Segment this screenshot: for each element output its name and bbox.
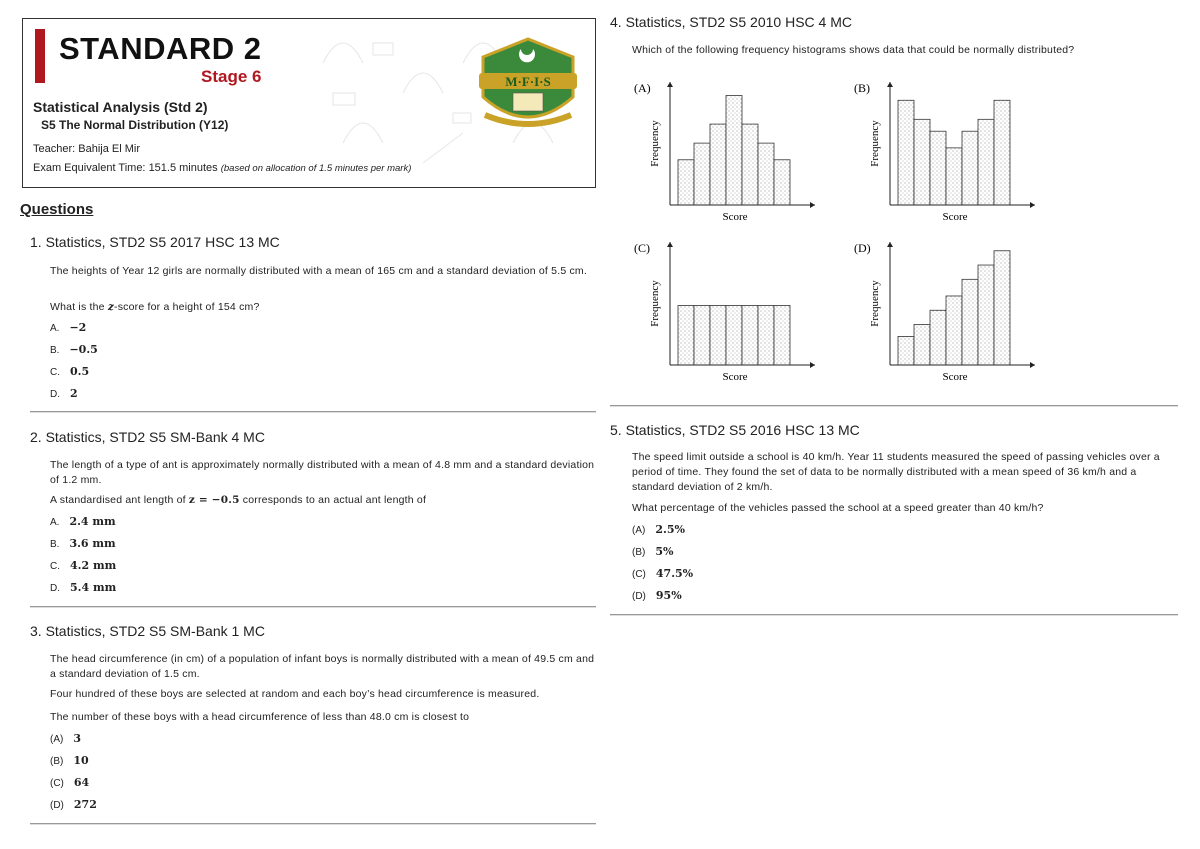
divider — [610, 405, 1178, 407]
q5-title: 5. Statistics, STD2 S5 2016 HSC 13 MC — [610, 422, 860, 438]
option-value: 95% — [655, 589, 682, 602]
exam-time-line — [33, 162, 411, 174]
option-label: C. — [50, 367, 60, 378]
exam-time-value: 151.5 minutes — [148, 162, 218, 174]
q1-option-a[interactable] — [50, 321, 86, 334]
histogram-grid — [620, 70, 1050, 390]
option-label: (A) — [50, 734, 64, 745]
q3-option-a[interactable] — [50, 732, 81, 745]
histogram-bar — [678, 160, 694, 205]
option-label: (C) — [632, 569, 646, 580]
q3-text: The head circumference (in cm) of a population of infant boys is normally distributed with a mean of 49.5 cm and a standard deviation of 1.5 cm. — [50, 653, 595, 680]
histogram-bar — [994, 251, 1010, 365]
q5-question: What percentage of the vehicles passed the school at a speed greater than 40 km/h? — [632, 502, 1044, 514]
x-axis-arrow — [1030, 362, 1035, 368]
q3-question: The number of these boys with a head circumference of less than 48.0 cm is closest to — [50, 711, 470, 723]
stage-label: Stage 6 — [201, 67, 262, 86]
topic-title: S5 The Normal Distribution (Y12) — [41, 118, 229, 132]
histogram-bar — [898, 336, 914, 365]
histogram-bar — [962, 279, 978, 365]
q3-title: 3. Statistics, STD2 S5 SM-Bank 1 MC — [30, 623, 265, 639]
option-label: D. — [50, 389, 60, 400]
q3-option-c[interactable] — [50, 776, 89, 789]
histogram-label: (A) — [634, 81, 651, 95]
x-axis-label: Score — [942, 211, 968, 223]
option-label: (C) — [50, 778, 64, 789]
option-label: A. — [50, 517, 60, 528]
q2-title: 2. Statistics, STD2 S5 SM-Bank 4 MC — [30, 429, 265, 445]
q1-option-d[interactable] — [50, 387, 78, 400]
exam-time-note: (based on allocation of 1.5 minutes per mark) — [220, 163, 412, 174]
histogram-bar — [946, 296, 962, 365]
option-value: 4.2 mm — [70, 559, 117, 572]
q4-question: Which of the following frequency histograms shows data that could be normally distributed? — [632, 44, 1075, 56]
histogram-bar — [758, 306, 774, 366]
divider — [30, 411, 596, 413]
histogram-label: (C) — [634, 241, 650, 255]
document-header — [22, 18, 596, 188]
option-value: 5.4 mm — [70, 581, 117, 594]
histogram-bar — [930, 131, 946, 205]
histogram-bar — [774, 160, 790, 205]
q2-question — [50, 493, 426, 508]
option-label: C. — [50, 561, 60, 572]
option-label: (D) — [50, 800, 64, 811]
divider — [30, 823, 596, 825]
option-label: (A) — [632, 525, 646, 536]
q1-variable: z — [107, 301, 115, 313]
q2-question-part1: A standardised ant length of — [50, 494, 189, 506]
option-value: 10 — [73, 754, 89, 767]
teacher-line — [33, 143, 140, 155]
x-axis-label: Score — [942, 371, 968, 383]
option-label: (D) — [632, 591, 646, 602]
y-axis-label: Frequency — [649, 280, 661, 327]
q3-text-2: Four hundred of these boys are selected at random and each boy’s head circumference is measured. — [50, 688, 540, 700]
y-axis-label: Frequency — [649, 120, 661, 167]
q5-option-d[interactable] — [632, 589, 682, 602]
histogram-bar — [930, 310, 946, 365]
histogram-bar — [946, 148, 962, 205]
q2-option-d[interactable] — [50, 581, 116, 594]
option-value: 64 — [73, 776, 90, 789]
q2-option-a[interactable] — [50, 515, 116, 528]
q2-option-c[interactable] — [50, 559, 116, 572]
q5-text: The speed limit outside a school is 40 km/h. Year 11 students measured the speed of passing vehicles over a period of time. They found the set of data to be normally distributed with a mean speed of 36 km/h and a standard deviation of 2 km/h. — [632, 451, 1160, 493]
histogram-bar — [726, 306, 742, 366]
histogram-bar — [994, 100, 1010, 205]
logo-text: M·F·I·S — [505, 74, 551, 89]
q2-question-part2: corresponds to an actual ant length of — [239, 494, 427, 506]
brand-accent-bar — [35, 29, 45, 83]
divider — [610, 614, 1178, 616]
y-axis-arrow — [667, 242, 673, 247]
option-value: 5% — [655, 545, 674, 558]
histogram-label: (B) — [854, 81, 870, 95]
questions-heading: Questions — [20, 201, 94, 218]
y-axis-arrow — [667, 82, 673, 87]
histogram-bar — [710, 306, 726, 366]
histogram-bar — [978, 265, 994, 365]
q1-title: 1. Statistics, STD2 S5 2017 HSC 13 MC — [30, 234, 280, 250]
q4-title: 4. Statistics, STD2 S5 2010 HSC 4 MC — [610, 14, 852, 30]
q1-option-b[interactable] — [50, 343, 98, 356]
q1-question-part1: What is the — [50, 301, 108, 313]
teacher-name: Bahija El Mir — [78, 143, 141, 155]
option-label: D. — [50, 583, 60, 594]
histogram-bar — [678, 306, 694, 366]
q1-option-c[interactable] — [50, 365, 89, 378]
option-label: (B) — [632, 547, 646, 558]
histogram-bar — [978, 119, 994, 205]
x-axis-arrow — [810, 202, 815, 208]
histogram-bar — [898, 100, 914, 205]
x-axis-label: Score — [722, 211, 748, 223]
option-label: B. — [50, 539, 60, 550]
x-axis-arrow — [810, 362, 815, 368]
histogram-bar — [962, 131, 978, 205]
brand-title: STANDARD 2 — [59, 31, 262, 66]
q5-option-c[interactable] — [632, 567, 693, 580]
q5-option-a[interactable] — [632, 523, 685, 536]
histogram-bar — [914, 325, 930, 365]
option-value: 0.5 — [70, 365, 90, 378]
option-value: 2.4 mm — [69, 515, 116, 528]
q5-option-b[interactable] — [632, 545, 673, 558]
q2-text: The length of a type of ant is approximately normally distributed with a mean of 4.8 mm and a standard deviation of 1.2 mm. — [50, 459, 595, 486]
option-label: A. — [50, 323, 60, 334]
q1-text: The heights of Year 12 girls are normally distributed with a mean of 165 cm and a standard deviation of 5.5 cm. — [50, 265, 587, 277]
histogram-bar — [914, 119, 930, 205]
option-value: 272 — [73, 798, 97, 811]
q3-option-b[interactable] — [50, 754, 89, 767]
option-label: B. — [50, 345, 60, 356]
histogram-bar — [742, 124, 758, 205]
histogram-bar — [694, 143, 710, 205]
exam-time-label: Exam Equivalent Time: — [33, 162, 146, 174]
histogram-bar — [742, 306, 758, 366]
histogram-label: (D) — [854, 241, 871, 255]
x-axis-label: Score — [722, 371, 748, 383]
y-axis-arrow — [887, 82, 893, 87]
histogram-bar — [726, 96, 742, 205]
q2-option-b[interactable] — [50, 537, 116, 550]
option-value: 3.6 mm — [69, 537, 116, 550]
option-value: −0.5 — [69, 343, 98, 356]
q2-math: z = −0.5 — [188, 494, 240, 506]
histogram-bar — [758, 143, 774, 205]
teacher-label: Teacher: — [33, 143, 76, 155]
y-axis-arrow — [887, 242, 893, 247]
option-value: 3 — [73, 732, 81, 745]
q1-question-part2: -score for a height of 154 cm? — [114, 301, 260, 313]
option-value: 2.5% — [655, 523, 685, 536]
histogram-bar — [710, 124, 726, 205]
option-label: (B) — [50, 756, 64, 767]
y-axis-label: Frequency — [869, 120, 881, 167]
q3-option-d[interactable] — [50, 798, 97, 811]
option-value: −2 — [69, 321, 87, 334]
divider — [30, 606, 596, 608]
option-value: 47.5% — [655, 567, 694, 580]
school-logo — [473, 37, 583, 137]
q1-question — [50, 300, 260, 315]
option-value: 2 — [70, 387, 78, 400]
y-axis-label: Frequency — [869, 280, 881, 327]
histogram-bar — [694, 306, 710, 366]
histogram-bar — [774, 306, 790, 366]
x-axis-arrow — [1030, 202, 1035, 208]
subject-title: Statistical Analysis (Std 2) — [33, 99, 208, 115]
